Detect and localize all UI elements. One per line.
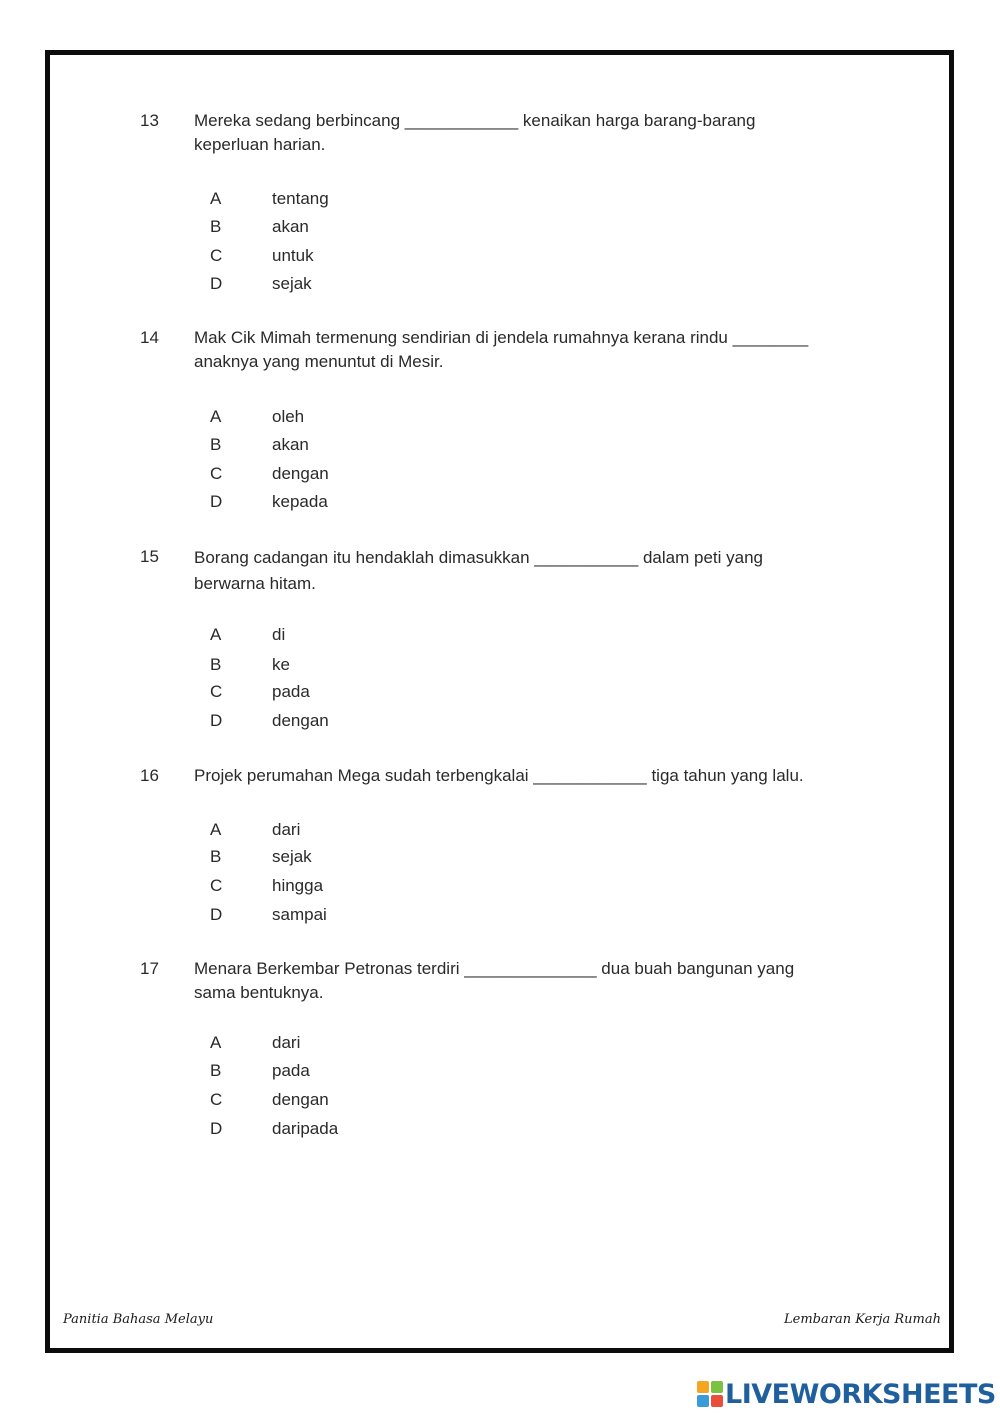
option-text: oleh [272, 407, 305, 426]
question-line-2: berwarna hitam. [194, 574, 316, 593]
worksheet-page [45, 50, 954, 1353]
question-text [194, 109, 894, 157]
question-number: 13 [140, 111, 159, 130]
option-letter: A [210, 625, 222, 644]
option-text: sejak [272, 847, 312, 866]
option-text: kepada [272, 492, 328, 511]
logo-square-orange [697, 1381, 709, 1393]
option-text: ke [272, 655, 290, 674]
liveworksheets-logo[interactable] [697, 1378, 996, 1410]
option-letter: A [210, 1033, 222, 1052]
option-text: pada [272, 682, 310, 701]
question-text [194, 957, 894, 1005]
option-text: sejak [272, 274, 312, 293]
option-text: untuk [272, 246, 314, 265]
option-text: sampai [272, 905, 327, 924]
option-letter: C [210, 876, 223, 895]
option-text: di [272, 625, 286, 644]
option-text: daripada [272, 1119, 339, 1138]
question-line-1: Menara Berkembar Petronas terdiri ______________ dua buah bangunan yang [194, 959, 795, 978]
option-letter: B [210, 1061, 222, 1080]
option-letter: C [210, 464, 223, 483]
option-text: tentang [272, 189, 329, 208]
question-line-1: Mak Cik Mimah termenung sendirian di jendela rumahnya kerana rindu ________ [194, 328, 809, 347]
option-text: dengan [272, 1090, 329, 1109]
option-letter: D [210, 1119, 223, 1138]
option-text: pada [272, 1061, 310, 1080]
option-letter: A [210, 189, 222, 208]
option-letter: D [210, 711, 223, 730]
question-number: 14 [140, 328, 159, 347]
option-letter: D [210, 274, 223, 293]
question-text [194, 326, 914, 374]
logo-square-blue [697, 1395, 709, 1407]
question-text [194, 764, 914, 788]
question-line-2: anaknya yang menuntut di Mesir. [194, 352, 444, 371]
question-line-2: sama bentuknya. [194, 983, 324, 1002]
option-letter: B [210, 217, 222, 236]
question-line-1: Borang cadangan itu hendaklah dimasukkan ___________ dalam peti yang [194, 548, 763, 567]
question-text [194, 545, 894, 597]
option-letter: C [210, 246, 223, 265]
question-line-2: keperluan harian. [194, 135, 326, 154]
option-text: dengan [272, 464, 329, 483]
option-text: hingga [272, 876, 324, 895]
logo-square-green [711, 1381, 723, 1393]
brand-name: LIVEWORKSHEETS [725, 1378, 996, 1410]
question-number: 15 [140, 547, 159, 566]
option-text: akan [272, 435, 309, 454]
question-line-1: Projek perumahan Mega sudah terbengkalai ____________ tiga tahun yang lalu. [194, 766, 804, 785]
option-letter: B [210, 435, 222, 454]
option-text: dari [272, 1033, 301, 1052]
option-letter: C [210, 682, 223, 701]
logo-square-red [711, 1395, 723, 1407]
option-letter: A [210, 407, 222, 426]
liveworksheets-icon [697, 1381, 723, 1407]
footer-left: Panitia Bahasa Melayu [63, 1312, 214, 1327]
footer-right: Lembaran Kerja Rumah [784, 1312, 941, 1327]
question-number: 16 [140, 766, 159, 785]
option-letter: C [210, 1090, 223, 1109]
question-number: 17 [140, 959, 159, 978]
option-letter: B [210, 655, 222, 674]
option-letter: D [210, 905, 223, 924]
option-text: dengan [272, 711, 329, 730]
option-text: akan [272, 217, 309, 236]
option-text: dari [272, 820, 301, 839]
option-letter: D [210, 492, 223, 511]
question-line-1: Mereka sedang berbincang ____________ kenaikan harga barang-barang [194, 111, 756, 130]
option-letter: B [210, 847, 222, 866]
option-letter: A [210, 820, 222, 839]
